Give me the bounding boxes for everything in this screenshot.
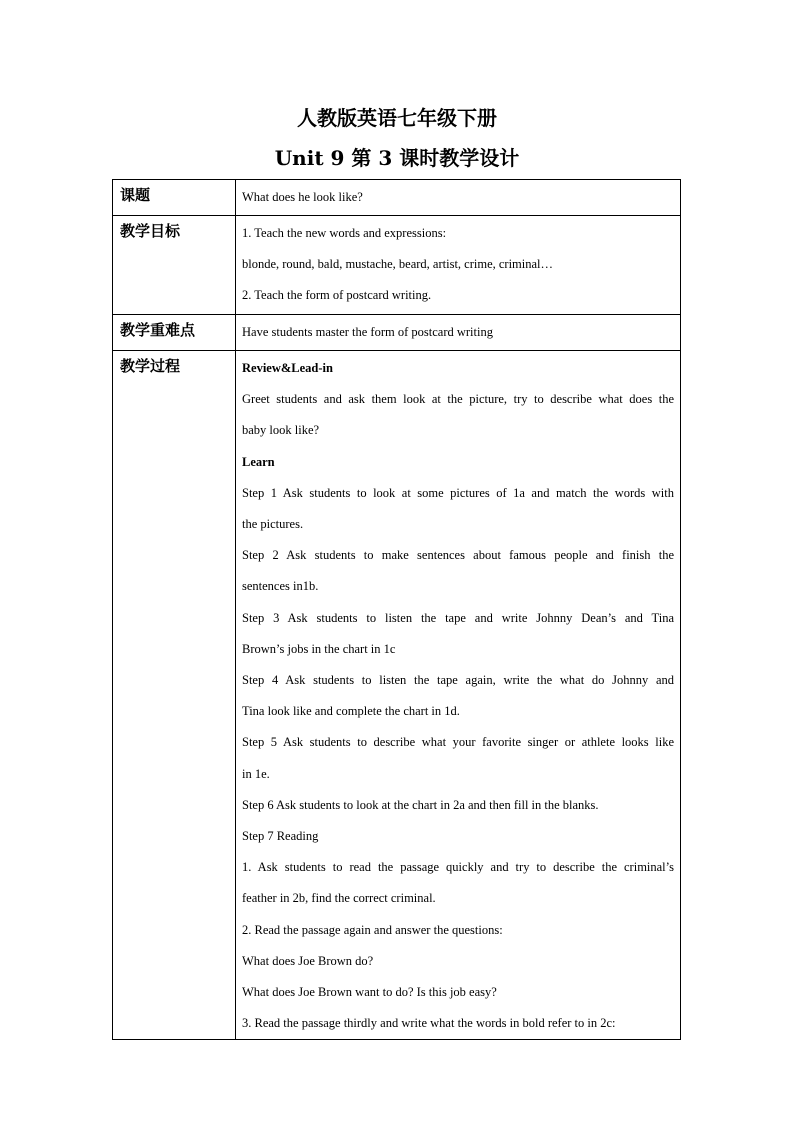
- table-row-goals: [113, 216, 681, 315]
- topic-label: 课题: [113, 180, 236, 216]
- process-line: baby look like?: [242, 423, 320, 438]
- process-line: Step 6 Ask students to look at the chart in 2a and then fill in the blanks.: [242, 797, 599, 812]
- process-label: 教学过程: [113, 351, 236, 1040]
- table-row-topic: [113, 180, 681, 216]
- process-line: Step 5 Ask students to describe what your favorite singer or athlete looks like: [242, 735, 674, 750]
- process-line: Step 3 Ask students to listen the tape and write Johnny Dean’s and Tina: [242, 610, 674, 625]
- goals-label: 教学目标: [113, 216, 236, 315]
- process-cell: [236, 351, 681, 1040]
- process-line: Tina look like and complete the chart in 1d.: [242, 704, 460, 719]
- goals-line: 1. Teach the new words and expressions:: [242, 226, 447, 240]
- topic-cell: [236, 180, 681, 216]
- process-line: Step 7 Reading: [242, 829, 319, 844]
- process-line: Step 2 Ask students to make sentences about famous people and finish the: [242, 548, 674, 563]
- process-line: 1. Ask students to read the passage quickly and try to describe the criminal’s: [242, 860, 674, 875]
- document-title: 人教版英语七年级下册: [297, 106, 497, 130]
- process-line: What does Joe Brown want to do? Is this job easy?: [242, 985, 497, 1000]
- key-points-label: 教学重难点: [113, 315, 236, 351]
- goals-cell: [236, 216, 681, 315]
- process-line: the pictures.: [242, 517, 304, 532]
- key-points-text: Have students master the form of postcard writing: [242, 325, 493, 339]
- process-line: Step 4 Ask students to listen the tape again, write the what do Johnny and: [242, 673, 674, 688]
- key-points-cell: [236, 315, 681, 351]
- process-line: 3. Read the passage thirdly and write what the words in bold refer to in 2c:: [242, 1016, 616, 1031]
- process-heading: Learn: [242, 454, 275, 469]
- table-row-key-points: [113, 315, 681, 351]
- process-line: Greet students and ask them look at the picture, try to describe what does the: [242, 392, 674, 407]
- process-heading: Review&Lead-in: [242, 361, 333, 375]
- process-line: Brown’s jobs in the chart in 1c: [242, 641, 396, 656]
- process-line: sentences in1b.: [242, 579, 319, 594]
- process-line: in 1e.: [242, 766, 270, 781]
- lesson-plan-table: [112, 179, 681, 1040]
- process-line: 2. Read the passage again and answer the questions:: [242, 922, 503, 937]
- goals-line: blonde, round, bald, mustache, beard, artist, crime, criminal…: [242, 257, 554, 272]
- table-row-process: [113, 351, 681, 1040]
- document-subtitle: Unit 9 第 3 课时教学设计: [274, 146, 520, 170]
- process-line: What does Joe Brown do?: [242, 953, 374, 968]
- goals-line: 2. Teach the form of postcard writing.: [242, 288, 432, 303]
- topic-text: What does he look like?: [242, 190, 363, 204]
- process-line: feather in 2b, find the correct criminal.: [242, 891, 436, 906]
- process-line: Step 1 Ask students to look at some pictures of 1a and match the words with: [242, 485, 674, 500]
